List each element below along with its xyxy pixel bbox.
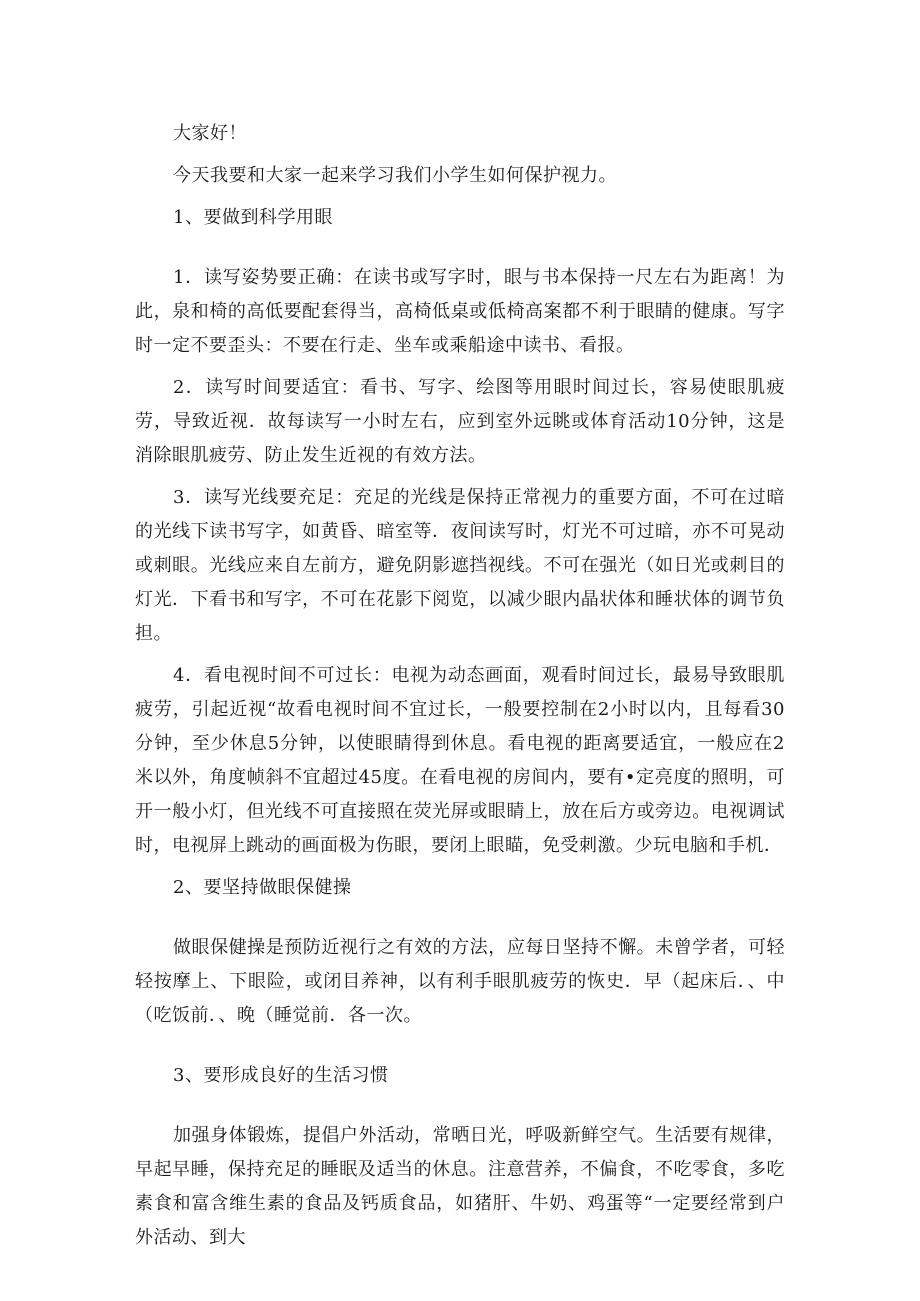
document-body <box>135 117 785 1255</box>
section-3-heading: 3、要形成良好的生活习惯 <box>173 1065 389 1086</box>
section-1-item-2: 2．读写时间要适宜：看书、写字、绘图等用眼时间过长，容易使眼肌疲劳，导致近视．故每读写一小时左右，应到室外远眺或体育活动10分钟，这是消除眼肌疲劳、防止发生近视的有效方法。 <box>135 377 785 466</box>
section-3-body: 加强身体锻炼，提倡户外活动，常晒日光，呼吸新鲜空气。生活要有规律，早起早睡，保持充足的睡眠及适当的休息。注意营养，不偏食，不吃零食，多吃素食和富含维生素的食品及钙质食品，如猪肝、牛奶、鸡蛋等“一定要经常到户外活动、到大 <box>135 1125 785 1248</box>
intro-paragraph: 今天我要和大家一起来学习我们小学生如何保护视力。 <box>173 165 617 186</box>
section-1-item-3: 3．读写光线要充足：充足的光线是保持正常视力的重要方面，不可在过暗的光线下读书写字，如黄昏、暗室等．夜间读写时，灯光不可过暗，亦不可晃动或刺眼。光线应来自左前方，避免阴影遮挡视线。不可在强光（如日光或刺目的灯光．下看书和写字，不可在花影下阅览，以减少眼内晶状体和睡状体的调节负担。 <box>135 487 785 644</box>
section-1-heading: 1、要做到科学用眼 <box>173 207 333 228</box>
section-1-item-1: 1．读写姿势要正确：在读书或写字时，眼与书本保持一尺左右为距离！为此，泉和椅的高低要配套得当，高椅低桌或低椅高案都不利于眼睛的健康。写字时一定不要歪头：不要在行走、坐车或乘船途中读书、看报。 <box>135 267 785 356</box>
greeting: 大家好！ <box>173 123 247 144</box>
section-1-item-4: 4．看电视时间不可过长：电视为动态画面，观看时间过长，最易导致眼肌疲劳，引起近视“故看电视时间不宜过长，一般要控制在2小时以内，且每看30分钟，至少休息5分钟，以使眼睛得到休息。看电视的距离要适宜，一般应在2米以外，角度帧斜不宜超过45度。在看电视的房间内，要有•定亮度的照明，可开一般小灯，但光线不可直接照在荧光屏或眼睛上，放在后方或旁边。电视调试时，电视屏上跳动的画面极为伤眼，要闭上眼瞄，免受刺激。少玩电脑和手机． <box>135 665 785 856</box>
section-2-body: 做眼保健操是预防近视行之有效的方法，应每日坚持不懈。未曾学者，可轻轻按摩上、下眼险，或闭目养神，以有利手眼肌疲劳的恢史．早（起床后．、中（吃饭前．、晚（睡觉前．各一次。 <box>135 937 785 1026</box>
section-2-heading: 2、要坚持做眼保健操 <box>173 877 352 898</box>
